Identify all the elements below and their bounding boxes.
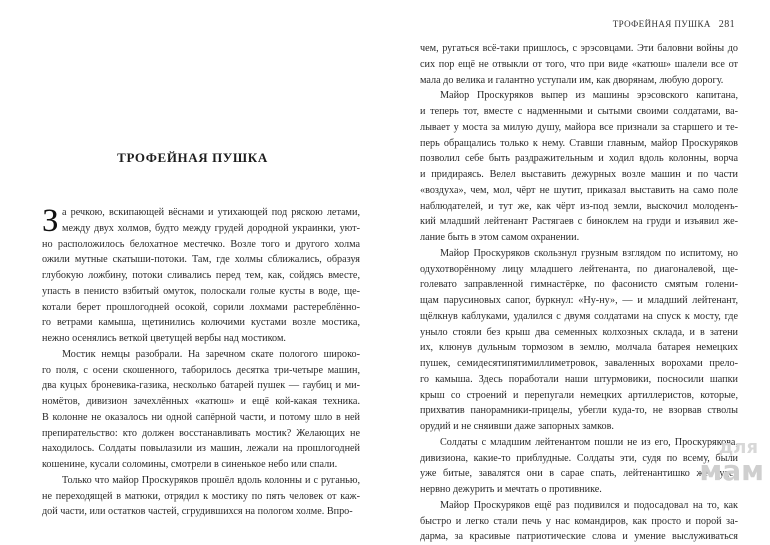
watermark-logo xyxy=(699,439,764,485)
watermark-bottom: мам xyxy=(699,454,764,487)
text-line: кий младший лейтенант Растягаев с биноклем на груди и изъявил же- xyxy=(420,216,738,228)
text-line: между двух холмов, будто между грудей дородной украинки, уют- xyxy=(62,222,360,234)
text-line: дивизиона, какие-то приблудные. Солдаты эти, судя по всему, были xyxy=(420,452,738,464)
text-line: го ветрами камыша, щетинились колючими кустами возле мостика, xyxy=(42,317,360,329)
text-line: крыш со строений и перепугали немецких артиллеристов, которые, xyxy=(420,389,738,401)
text-line: находилось. Солдаты повылазили из машин, лежали на прошлогодней xyxy=(42,443,360,455)
text-line: Солдаты с младшим лейтенантом пошли не из его, Проскурякова, xyxy=(440,436,738,448)
watermark-top: для xyxy=(718,437,758,458)
text-line: пушек, семидесятипятимиллиметровок, заваленных ворохами прело- xyxy=(420,358,738,369)
text-line: номётов, дивизион зачехлённых «катюш» и ещё кой-какая техника. xyxy=(42,396,360,407)
text-line: быстро и легко стали печь у нас командиров, как просто и порой за- xyxy=(420,515,738,527)
text-line: Майор Проскуряков выпер из машины эрэсовского капитана, xyxy=(440,90,738,102)
text-line: и теперь тот, вместе с надменными и сытыми своими солдатами, ва- xyxy=(420,106,738,117)
text-line: но расположилось белохатное местечко. Возле того и другого холма xyxy=(42,238,360,250)
text-line: перь обращались только к нему. Ставши главным, майор Проскуряков xyxy=(420,137,738,149)
text-line: голевато заправленной гимнастёрке, по фасонисто смятым голени- xyxy=(420,279,738,291)
running-head xyxy=(613,19,735,30)
text-line: их, клюнув дульным тормозом в землю, молчала батарея немецких xyxy=(420,342,738,354)
text-line: сих пор ещё не отвыкли от того, что при виде «катюш» шалели все от xyxy=(420,58,738,70)
text-line: щам парусиновых сапог, буркнул: «Ну-ну», — и младший лейтенант, xyxy=(420,295,738,306)
left-page-body xyxy=(42,205,360,520)
text-line: упасть в пенисто взбитый омуток, полоскали голые кусты в воде, ще- xyxy=(42,285,360,297)
text-line: мала до велика и галантно уступали им, как дворянам, любую дорогу. xyxy=(420,74,724,86)
text-line: ожили мутные скатыши-потоки. Там, где холмы сближались, образуя xyxy=(42,254,360,266)
text-line: В колонне не оказалось ни одной сапёрной части, и потому шло в ней xyxy=(42,411,360,423)
text-line: чем, ругаться всё-таки пришлось, с эрэсовцами. Эти баловни войны до xyxy=(420,43,738,54)
text-line: нежно осенялись веткой цветущей вербы над мостиком. xyxy=(42,333,286,344)
text-line: лывает у моста за милую душу, майора все признали за старшего и те- xyxy=(420,121,738,133)
running-head-title: ТРОФЕЙНАЯ ПУШКА xyxy=(612,19,711,29)
text-line: котали берет прошлогодней осокой, сорили лохмами растереблённо- xyxy=(42,301,360,313)
text-line: го поля, с осени скошенного, таборилось десятка три-четыре машин, xyxy=(42,364,360,376)
right-page-body xyxy=(420,41,738,545)
text-line: глубокую ложбину, потоки сливались перед тем, как, сойдясь вместе, xyxy=(42,270,360,281)
text-line: Майор Проскуряков ещё раз подивился и подосадовал на то, как xyxy=(440,499,738,511)
page-number: 281 xyxy=(718,19,735,30)
text-line: нервно дежурить и мечтать о противнике. xyxy=(420,484,602,495)
chapter-title: ТРОФЕЙНАЯ ПУШКА xyxy=(117,150,268,165)
text-line: го камыша. Здесь поработали наши штурмовики, посносили шапки xyxy=(420,373,738,385)
text-line: Мостик немцы разобрали. На заречном скате пологого широко- xyxy=(62,348,360,360)
text-line: лание быть в этом самом охранении. xyxy=(420,232,580,243)
text-line: не переходящей в матюки, отрядил к мостику по пять человек от каж- xyxy=(42,490,360,502)
text-line: Майор Проскуряков скользнул грузным взглядом по испитому, но xyxy=(440,247,738,259)
text-line: Только что майор Проскуряков прошёл вдоль колонны и с руганью, xyxy=(62,474,360,486)
text-line: и придираясь. Велел выставить дежурных возле машин и по части xyxy=(420,169,738,180)
text-line: дарма, за красивые патриотические слова и умение выслуживаться xyxy=(420,531,738,543)
text-line: прихватив панорамники-прицелы, убегли куда-то, не взорвав стволы xyxy=(420,405,738,417)
text-line: а речкою, вскипающей вёснами и утихающей под ряскою летами, xyxy=(62,207,360,218)
text-line: препирательство: кто должен восстанавливать мостик? Желающих не xyxy=(42,427,360,439)
text-line: одухотворённому лицу младшего лейтенанта, по диагоналевой, ще- xyxy=(420,263,738,275)
drop-cap: З xyxy=(42,203,59,239)
text-line: наблюдателей, и тут же, как чёрт из-под земли, выскочил молоденъ- xyxy=(420,200,738,212)
text-line: «воздуха», чем, мол, чёрт не шутит, приказал выставить на само поле xyxy=(420,184,738,196)
text-line: уже битые, завалятся они в сарае спать, лейтенантишко же будет xyxy=(420,468,738,480)
text-line: дой части, или остатков частей, сгрудившихся на пологом холме. Впро- xyxy=(42,506,353,518)
text-line: щёлкнув каблуками, удалился с двумя солдатами на спуск к мосту, где xyxy=(420,310,738,322)
text-line: позволил себе быть раздражительным и ходил вдоль колонны, ворча xyxy=(420,153,738,165)
text-line: два куцых броневика-газика, несколько батарей пушек — гаубиц и ми- xyxy=(42,380,360,392)
right-page xyxy=(385,0,770,543)
text-line: уныло стояли без крыш два семенных колхозных склада, и в затени xyxy=(420,326,738,338)
text-line: орудий и не сняивши даже запорных замков. xyxy=(420,421,614,432)
left-page xyxy=(0,0,385,518)
text-line: кошенине, кусали соломины, смотрели в синенькое небо или спали. xyxy=(42,459,338,470)
